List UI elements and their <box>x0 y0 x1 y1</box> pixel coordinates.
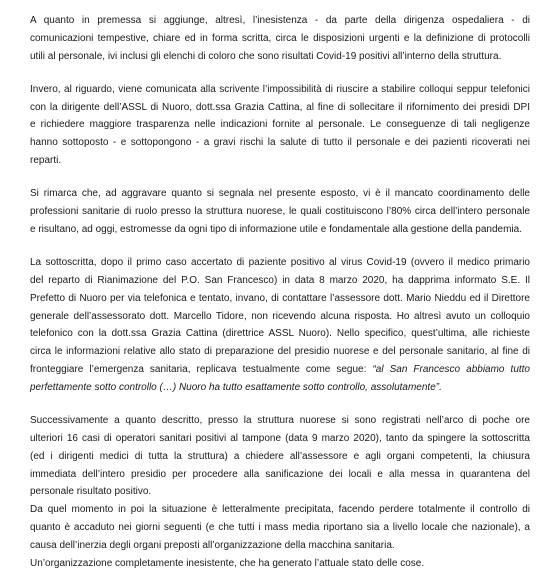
document-page <box>30 12 530 572</box>
text-line: Si rimarca che, ad aggravare quanto si segnala nel presente esposto, vi è il mancato coordinamento delle <box>30 188 530 200</box>
text-line-with-quote <box>30 361 530 379</box>
quote-start: “al San Francesco abbiamo tutto <box>372 364 530 376</box>
text-line: (ed i dirigenti medici di tutta la struttura) a chiedere all’assessore e agli organi competenti, la chiusura <box>30 450 530 462</box>
text-line: Successivamente a quanto descritto, presso la struttura nuorese si sono registrati nell’arco di poche ore <box>30 415 530 427</box>
text-line: circa le informazioni relative allo stato di preparazione del presidio nuorese e del personale sanitario, al fine di <box>30 346 530 358</box>
text-line: e richiedere maggiore trasparenza nelle indicazioni fornite al personale. Le conseguenze di tali negligenze <box>30 119 530 131</box>
text-line: hanno sottoposto - e sottopongono - a gravi rischi la salute di tutto il personale e dei pazienti ricoverati nei <box>30 137 530 149</box>
text-line: Un’organizzazione completamente inesistente, che ha generato l’attuale stato delle cose. <box>30 557 425 569</box>
paragraph-4 <box>30 254 530 396</box>
paragraph-5 <box>30 412 530 501</box>
text-line: generale dell’assessorato dott. Marcello Tidore, non ricevendo alcuna risposta. Ho altresì avuto un colloquio <box>30 310 530 322</box>
text-line: Invero, al riguardo, viene comunicata alla scrivente l’impossibilità di riuscire a stabilire colloqui seppur telefonici <box>30 83 530 95</box>
text-line: comunicazioni tempestive, chiare ed in forma scritta, circa le disposizioni urgenti e la definizione di protocolli <box>30 32 530 44</box>
text-line: con la dirigente dell’ASSL di Nuoro, dott.ssa Grazia Cattina, al fine di sollecitare il rifornimento dei presidi DPI <box>30 101 530 113</box>
paragraph-2 <box>30 81 530 170</box>
text-segment: fronteggiare l’emergenza sanitaria, replicava testualmente come segue: <box>30 364 373 376</box>
text-line: utili al personale, ivi inclusi gli elenchi di coloro che sono risultati Covid-19 positivi all’interno della struttura. <box>30 50 502 62</box>
text-line: immediata dell’intero presidio per procedere alla sanificazione dei locali e alla messa in quarantena del <box>30 468 530 480</box>
text-line: personale risultato positivo. <box>30 486 152 498</box>
paragraph-3 <box>30 185 530 238</box>
paragraph-6 <box>30 501 530 554</box>
text-line: causa dell’inerzia degli organi preposti all’organizzazione della macchina sanitaria. <box>30 539 395 551</box>
paragraph-7 <box>30 555 530 573</box>
text-line: La sottoscritta, dopo il primo caso accertato di paziente positivo al virus Covid-19 (ovvero il medico primario <box>30 257 530 269</box>
text-line: A quanto in premessa si aggiunge, altresì, l’inesistenza - da parte della dirigenza ospedaliera - di <box>30 15 530 26</box>
text-line: ulteriori 16 casi di operatori sanitari positivi al tampone (data 9 marzo 2020), tanto da spingere la sottoscritta <box>30 432 530 444</box>
text-line: Prefetto di Nuoro per via telefonica e tentato, invano, di contattare l’assessore dott. Mario Nieddu ed il Direttore <box>30 292 530 304</box>
text-line: del reparto di Rianimazione del P.O. San Francesco) in data 8 marzo 2020, ha dapprima informato S.E. Il <box>30 275 530 287</box>
text-line: professioni sanitarie di ruolo presso la struttura nuorese, le quali costituiscono l’80% circa dell’intero personale <box>30 206 530 218</box>
quote-line: perfettamente sotto controllo (…) Nuoro ha tutto esattamente sotto controllo, assolutamente”. <box>30 381 442 393</box>
paragraph-1 <box>30 12 530 65</box>
text-line: reparti. <box>30 155 62 167</box>
text-line: quanto è accaduto nei giorni seguenti (e che tutti i mass media riportano sia a livello locale che nazionale), a <box>30 521 530 533</box>
text-line: e risultano, ad oggi, estromesse da ogni tipo di informazione utile e fondamentale alla gestione della pandemia. <box>30 223 522 235</box>
text-line: telefonico con la dott.ssa Grazia Cattina (direttrice ASSL Nuoro). Nello specifico, quest’ultima, alle richieste <box>30 328 530 340</box>
text-line: Da quel momento in poi la situazione è letteralmente precipitata, facendo perdere totalmente il controllo di <box>30 504 530 516</box>
